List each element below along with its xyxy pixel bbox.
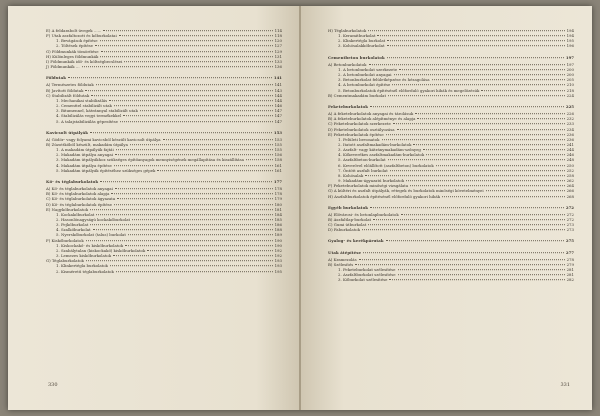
toc-entry-page: 147 (274, 118, 282, 124)
toc-entry-label: B) A feketeburkolatok alépítménye és alapja (328, 116, 416, 122)
toc-entry-page: 236 (566, 136, 574, 142)
toc-entry-label: Kő- és téglaburkolatok (46, 178, 99, 184)
toc-entry-page: 266 (566, 188, 574, 194)
toc-entry-page: 147 (274, 113, 282, 119)
toc-entry-label: Földutak (46, 75, 66, 81)
toc-leader-dots (163, 139, 273, 140)
toc-entry-label: G) Téglaburkolatok (46, 258, 84, 264)
right-page (300, 6, 592, 410)
toc-entry-page: 282 (566, 277, 574, 283)
toc-entry-label: 1. A betonburkolat szerkezete (338, 66, 398, 72)
toc-entry-label: C) Kő- és téglaburkolatok ágyazata (46, 196, 116, 202)
toc-leader-dots (82, 66, 273, 67)
toc-leader-dots (386, 241, 564, 242)
toc-leader-dots (370, 106, 564, 107)
toc-entry-page: 241 (566, 141, 574, 147)
toc-entry-page: 190 (274, 237, 282, 243)
toc-leader-dots (120, 121, 273, 122)
toc-leader-dots (96, 214, 272, 215)
toc-leader-dots (128, 235, 273, 236)
book-gutter (299, 6, 301, 410)
toc-leader-dots (116, 149, 273, 150)
toc-entry-page: 141 (273, 75, 282, 81)
toc-entry-label: B) Aszfaltlap-burkolat (328, 217, 372, 222)
toc-entry-page: 190 (274, 242, 282, 248)
toc-leader-dots (113, 255, 272, 256)
toc-entry-page: 279 (566, 261, 574, 267)
toc-entry-page: 194 (566, 28, 574, 33)
toc-entry-label: 1. Bevágások építése (56, 38, 98, 44)
toc-entry-label: 3. Lemezes kiskőburkolatok (56, 253, 112, 259)
toc-entry-label: 1. Klinkertégla burkolatok (56, 263, 108, 269)
toc-entry-label: F) Feketeburkolatok minőségi vizsgálata (328, 183, 409, 189)
toc-section-heading (46, 130, 282, 135)
toc-entry (46, 269, 282, 274)
toc-leader-dots (86, 240, 273, 241)
toc-leader-dots (114, 165, 273, 166)
toc-entry-label: F) Kiskőburkolatok (46, 237, 84, 243)
toc-entry-page: 194 (566, 33, 574, 39)
toc-entry-label: H) Különleges földmunkák (46, 53, 99, 59)
toc-entry-page: 158 (274, 157, 282, 163)
toc-entry-label: 6. Keverővel előállított (aszfaltbeton) burkolatok (338, 162, 434, 168)
toc-entry-page: 252 (566, 167, 574, 173)
table-of-contents-left (46, 28, 282, 274)
toc-entry-page: 178 (274, 191, 282, 197)
toc-entry-page: 232 (566, 116, 574, 122)
toc-entry-page: 195 (566, 38, 574, 44)
toc-entry-page: 114 (274, 28, 282, 33)
toc-entry-label: 1. Mechanikai stabilizálás (56, 97, 108, 103)
toc-leader-dots (116, 271, 273, 272)
toc-entry-label: 4. Makadám útpálya építése (56, 162, 112, 168)
toc-entry-page: 272 (565, 204, 574, 210)
toc-entry-label: 5. Betonburkolatok építésénél előforduló gyakori hibák és megelőzésük (338, 87, 480, 93)
toc-leader-dots (368, 30, 564, 31)
toc-leader-dots (96, 85, 273, 86)
toc-entry-page: 155 (274, 147, 282, 153)
toc-entry-page: 144 (274, 92, 282, 98)
toc-entry-page: 155 (274, 141, 282, 147)
toc-section-heading (328, 205, 574, 210)
toc-entry-page: 185 (274, 217, 282, 222)
toc-entry-label: 2. Aszfaltburkolat szélesítése (338, 272, 396, 278)
toc-entry-page: 236 (566, 131, 574, 137)
toc-entry-label: E) A feldarabolt üvegek ...... (46, 28, 102, 33)
toc-leader-dots (388, 160, 565, 161)
toc-entry-label: 2. Cementtel stabilizált utak (56, 103, 112, 109)
toc-section-heading (328, 55, 574, 60)
toc-entry-label: 5. Aszfaltbeton-burkolat (338, 157, 386, 163)
toc-entry-page: 250 (566, 162, 574, 168)
toc-entry-page: 193 (274, 263, 282, 269)
toc-leader-dots (392, 85, 564, 86)
toc-leader-dots (85, 90, 272, 91)
toc-entry-label: E) Feketeburkolatok építése (328, 131, 384, 137)
toc-entry (328, 194, 574, 199)
toc-leader-dots (147, 250, 272, 251)
toc-leader-dots (117, 199, 272, 200)
page-number-right: 331 (560, 382, 570, 388)
toc-entry-page: 153 (273, 129, 282, 135)
toc-leader-dots (368, 224, 564, 225)
toc-section-heading (46, 75, 282, 80)
toc-leader-dots (386, 134, 565, 135)
toc-entry-page: 146 (274, 103, 282, 109)
toc-entry-label: E) Nagykőburkolatok (46, 206, 89, 212)
toc-entry-page: 189 (274, 232, 282, 238)
toc-entry-label: Cementbeton burkolatok (328, 54, 385, 60)
toc-leader-dots (114, 105, 273, 106)
toc-leader-dots (115, 188, 273, 189)
toc-entry (46, 64, 282, 69)
toc-leader-dots (359, 259, 565, 260)
toc-entry-label: B) Javított földutak (46, 87, 84, 93)
toc-entry-page: 133 (274, 58, 282, 64)
toc-entry-label: B) Szélesítés (328, 261, 354, 267)
toc-entry (328, 227, 574, 232)
toc-entry-label: C) Feketeburkolatok szerkezete (328, 121, 391, 127)
toc-leader-dots (397, 129, 565, 130)
toc-leader-dots (432, 79, 565, 80)
toc-entry-label: A) Gödör- vagy folyami kavicsból készült kavicsolt útpálya (46, 136, 161, 142)
toc-entry-label: 2. Hasonlónagyságú kockakőburkolat (56, 217, 131, 222)
toc-leader-dots (130, 144, 273, 145)
toc-entry (328, 277, 574, 282)
toc-entry-page: 196 (566, 43, 574, 49)
toc-entry-label: C) Gumi útburkolat (328, 222, 367, 228)
toc-entry-page: 273 (566, 222, 574, 228)
toc-entry-label: A) Kramezolás (328, 256, 357, 262)
toc-entry-page: 129 (274, 48, 282, 54)
toc-entry-page: 136 (274, 64, 282, 70)
toc-leader-dots (100, 41, 273, 42)
toc-leader-dots (125, 245, 272, 246)
toc-entry-label: Utak átépítése (328, 249, 362, 255)
toc-entry-label: 4. A betonburkolat építése (338, 82, 391, 88)
toc-entry-label: Kavicsolt útpályák (46, 129, 89, 135)
toc-leader-dots (90, 224, 272, 225)
toc-section-heading (328, 238, 574, 243)
toc-leader-dots (442, 196, 565, 197)
toc-leader-dots (436, 165, 565, 166)
toc-leader-dots (387, 57, 564, 58)
toc-leader-dots (90, 132, 272, 133)
toc-leader-dots (415, 113, 564, 114)
toc-entry-page: 244 (566, 147, 574, 153)
toc-entry-label: A) Betonburkolatok (328, 61, 367, 67)
toc-entry-label: 2. Makadám útpálya anyagai (56, 152, 113, 158)
toc-leader-dots (370, 207, 564, 208)
toc-leader-dots (369, 64, 565, 65)
toc-entry-page: 192 (274, 253, 282, 259)
toc-entry-page: 118 (274, 33, 282, 39)
toc-entry-page: 273 (566, 227, 574, 233)
toc-entry-page: 200 (566, 72, 574, 78)
toc-leader-dots (387, 41, 564, 42)
toc-entry-label: C) Stabilizált földutak (46, 92, 90, 98)
toc-entry-page: 127 (274, 43, 282, 49)
toc-entry-label: Egyéb burkolatok (328, 204, 369, 210)
toc-entry-page: 180 (274, 201, 282, 207)
toc-leader-dots (399, 69, 564, 70)
toc-leader-dots (486, 191, 565, 192)
toc-entry-page: 268 (566, 193, 574, 199)
toc-leader-dots (393, 124, 565, 125)
toc-entry-page: 225 (565, 103, 574, 109)
toc-leader-dots (111, 193, 272, 194)
toc-entry-page: 186 (274, 222, 282, 228)
toc-entry-page: 193 (274, 258, 282, 264)
toc-entry-page: 226 (566, 111, 574, 117)
toc-entry-label: 2. A betonburkolat anyagai (338, 72, 392, 78)
toc-entry-label: F) Utak aszfaltozott és kőburkolatai (46, 33, 117, 39)
toc-entry-label: G) A kültéri és aszfalt útpályák, rétegek és burkolatok minőségi követelményei (328, 188, 484, 194)
toc-entry-label: 3. Makadám útpályákhoz szükséges építőanyagok mennyiségének megállapítása és kiszállítása (56, 157, 244, 163)
toc-entry (46, 119, 282, 124)
toc-entry-label: 3. Fejkőburkolat (56, 222, 89, 228)
toc-leader-dots (426, 154, 564, 155)
toc-leader-dots (132, 219, 272, 220)
toc-entry-page: 195 (274, 268, 282, 274)
toc-leader-dots (93, 230, 273, 231)
toc-entry-label: 1. A makadám útpályák fajtái (56, 147, 114, 153)
toc-entry-page: 161 (274, 162, 282, 168)
toc-entry-page: 262 (566, 178, 574, 184)
toc-entry-page: 218 (566, 87, 574, 93)
toc-entry-label: 3. Kohósalakkőburkolat (338, 43, 385, 49)
toc-entry-label: 2. Kisméretű téglaburkolatok (56, 268, 114, 274)
toc-entry-page: 272 (566, 217, 574, 222)
toc-leader-dots (114, 204, 273, 205)
toc-entry-page: 272 (566, 211, 574, 217)
toc-leader-dots (388, 95, 565, 96)
page-number-left: 330 (48, 382, 58, 388)
toc-entry-label: 3. Aszfalt- vagy kátránymakadám-szőnyeg (338, 147, 421, 153)
toc-entry-page: 278 (566, 256, 574, 262)
toc-entry-page: 179 (274, 196, 282, 202)
toc-leader-dots (417, 118, 564, 119)
toc-entry-label: B) Kő- és téglaburkolatok alapja (46, 191, 110, 197)
toc-entry-label: B) Zúzottkőből készült, makadám útpálya (46, 141, 128, 147)
toc-leader-dots (140, 110, 273, 111)
toc-entry-label: G) Földmunkák tömörítése (46, 48, 99, 54)
toc-entry-page: 181 (274, 206, 282, 212)
toc-leader-dots (123, 116, 272, 117)
toc-entry-label: A) A feketeburkolatok anyagai és tárolásuk (328, 111, 414, 117)
toc-leader-dots (398, 274, 565, 275)
toc-entry-label: Feketeburkolatok (328, 103, 369, 109)
toc-entry-page: 156 (274, 152, 282, 158)
toc-entry-page: 258 (566, 172, 574, 178)
toc-leader-dots (91, 95, 272, 96)
toc-entry-page: 120 (274, 38, 282, 44)
toc-leader-dots (373, 219, 564, 220)
toc-entry-label: 7. Öntött aszfalt burkolat (338, 167, 388, 173)
toc-entry-label: 8. Kohósalak (338, 172, 364, 178)
toc-leader-dots (246, 160, 273, 161)
toc-entry-page: 246 (566, 152, 574, 158)
toc-leader-dots (401, 214, 565, 215)
toc-leader-dots (362, 230, 565, 231)
toc-leader-dots (377, 35, 564, 36)
toc-entry-label: 2. Szabálytalan (kiskockakő) kiskőburkolatok (56, 247, 146, 253)
toc-entry-label: 2. Itatott aszfaltmakadám-burkolatok (338, 141, 412, 147)
toc-entry-page: 131 (274, 53, 282, 59)
toc-entry-page: 178 (274, 186, 282, 192)
toc-entry-label: 3. Betonburkolat felületképzése és hézagolása (338, 77, 430, 83)
toc-entry-page: 188 (274, 227, 282, 233)
toc-entry-label: A) Természetes földutak (46, 82, 94, 88)
toc-leader-dots (423, 149, 565, 150)
toc-leader-dots (481, 90, 564, 91)
toc-leader-dots (90, 209, 272, 210)
toc-leader-dots (387, 46, 565, 47)
toc-entry-label: 2. Klinkertégla burkolat (338, 38, 386, 44)
toc-entry-label: 4. Szalkőburkolat (56, 227, 91, 233)
toc-entry-page: 234 (566, 126, 574, 132)
toc-leader-dots (363, 252, 564, 253)
toc-entry (328, 43, 574, 48)
toc-entry-label: A) Kő- és téglaburkolatok anyagai (46, 186, 113, 192)
toc-entry-page: 210 (566, 82, 574, 88)
toc-entry-label: D) Feketeburkolatok osztályozása (328, 126, 395, 132)
toc-entry-label: 1. Kiskockakő- és kiskőburkolatok (56, 242, 124, 248)
toc-entry-page: 144 (274, 97, 282, 103)
toc-entry-label: 9. Makadám-ágyazatú burkolatok (338, 178, 405, 184)
toc-entry-page: 197 (565, 54, 574, 60)
toc-entry-label: 5. A talajstabilizálás gépesítése (56, 118, 118, 124)
toc-entry-page: 233 (566, 121, 574, 127)
toc-entry-label: H) Aszfaltburkolatok építésénél előforduló gyakori hibák (328, 193, 441, 199)
toc-leader-dots (100, 56, 272, 57)
toc-section-heading (328, 104, 574, 109)
toc-entry-page: 184 (274, 211, 282, 217)
toc-entry-label: 4. Kőkeverékes aszfaltmakadám-burkolatok (338, 152, 425, 158)
toc-entry-page: 192 (274, 247, 282, 253)
left-page (8, 6, 300, 410)
toc-leader-dots (389, 280, 564, 281)
toc-entry-label: 4. Stabilizálás vegyi termékekkel (56, 113, 122, 119)
table-of-contents-right (328, 28, 574, 283)
toc-entry-label: 1. Felületi bevonatok (338, 136, 380, 142)
toc-entry-label: 2. Töltések építése (56, 43, 93, 49)
toc-entry-label: D) Kő- és téglaburkolatok építése (46, 201, 112, 207)
toc-entry (328, 93, 574, 98)
toc-leader-dots (109, 100, 272, 101)
toc-entry-page: 224 (566, 92, 574, 98)
toc-leader-dots (398, 269, 565, 270)
toc-leader-dots (355, 264, 564, 265)
toc-entry-label: 1. Kockakőburkolat (56, 211, 95, 217)
toc-entry-label: 5. Makadám útpályák építéséhez szükséges gépek (56, 167, 156, 173)
toc-entry-label: J) Földmunkák ... (46, 64, 80, 70)
toc-entry-label: B) Cementmakadám burkolat (328, 92, 387, 98)
toc-entry-page: 281 (566, 272, 574, 278)
toc-leader-dots (410, 185, 564, 186)
toc-entry-label: Gyalog- és kerékpárutak (328, 238, 384, 244)
toc-entry-label: 1. Keramitburkolat (338, 33, 376, 39)
toc-leader-dots (390, 170, 565, 171)
toc-leader-dots (103, 30, 272, 31)
toc-section-heading (46, 179, 282, 184)
toc-entry-page: 200 (566, 66, 574, 72)
toc-entry-label: H) Téglaburkolatok (328, 28, 367, 33)
toc-leader-dots (115, 154, 273, 155)
toc-leader-dots (100, 181, 272, 182)
toc-leader-dots (95, 46, 273, 47)
toc-entry-page: 197 (566, 61, 574, 67)
toc-leader-dots (394, 74, 565, 75)
toc-section-heading (328, 250, 574, 255)
toc-leader-dots (119, 35, 273, 36)
toc-entry-label: 3. Kőburkolat szélesítése (338, 277, 388, 283)
toc-entry (46, 168, 282, 173)
toc-entry-label: 5. Nyerskőburkolat (talus) burkolat (56, 232, 126, 238)
toc-leader-dots (86, 260, 273, 261)
toc-leader-dots (101, 51, 273, 52)
toc-leader-dots (124, 61, 272, 62)
toc-entry-page: 275 (565, 238, 574, 244)
toc-entry-page: 143 (274, 87, 282, 93)
toc-entry-page: 177 (273, 178, 282, 184)
toc-entry-page: 277 (565, 249, 574, 255)
toc-entry-label: D) Faburkolatok (328, 227, 361, 233)
toc-entry-page: 141 (274, 82, 282, 88)
book-spread (8, 6, 592, 410)
toc-entry-label: 1. Feketeburkolat szélesítése (338, 267, 396, 273)
toc-entry-page: 161 (274, 167, 282, 173)
toc-leader-dots (365, 175, 564, 176)
toc-entry-page: 153 (274, 136, 282, 142)
toc-entry-label: 3. Bitumennel, kátránnyal stabilizált utak (56, 108, 138, 114)
toc-entry-page: 147 (274, 108, 282, 114)
toc-leader-dots (382, 139, 565, 140)
toc-leader-dots (413, 144, 564, 145)
toc-leader-dots (110, 266, 273, 267)
toc-entry-label: I) Földmunkák idő- és költségbecslései (46, 58, 123, 64)
toc-entry-page: 264 (566, 183, 574, 189)
toc-leader-dots (157, 170, 272, 171)
toc-entry-page: 205 (566, 77, 574, 83)
toc-entry-page: 281 (566, 267, 574, 273)
toc-entry-label: A) Elővárosi- és betonlapburkolatok (328, 211, 399, 217)
toc-entry-page: 248 (566, 157, 574, 163)
toc-leader-dots (406, 180, 564, 181)
toc-leader-dots (68, 77, 272, 78)
